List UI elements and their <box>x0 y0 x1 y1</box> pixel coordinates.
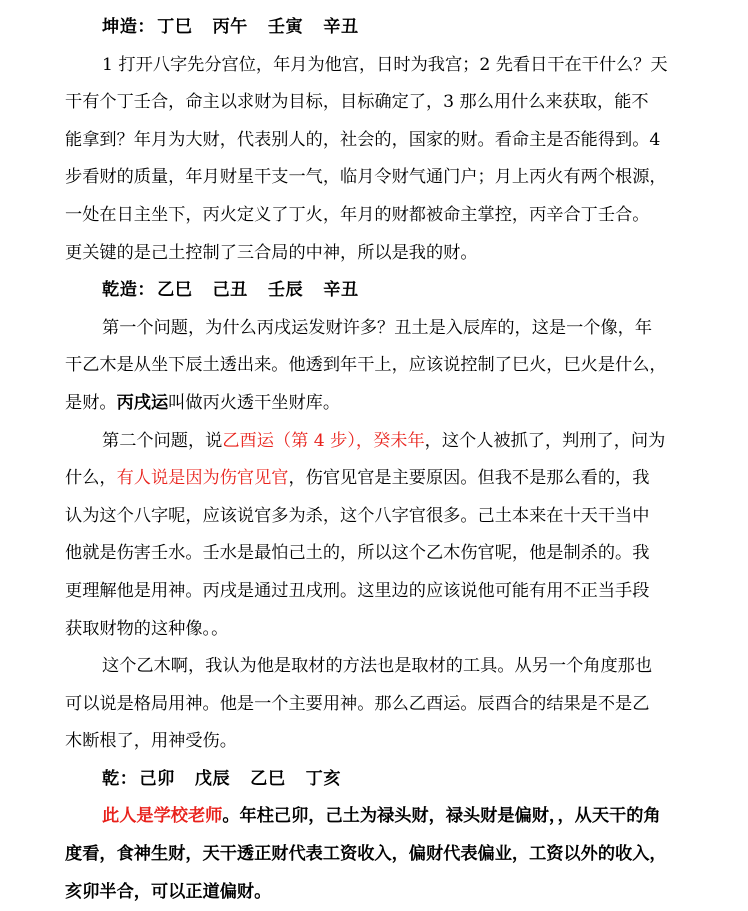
text-run: 什么， <box>65 468 117 489</box>
text-run: 叫做丙火透干坐财库。 <box>168 392 341 413</box>
text-line: 木断根了，用神受伤。 <box>65 731 237 752</box>
text-run: 。年柱己卯，己土为禄头财，禄头财是偏财，，从天干的角 <box>222 806 661 827</box>
text-line: 一处在日主坐下，丙火定义了丁火，年月的财都被命主掌控，丙辛合丁壬合。 <box>65 204 650 225</box>
pillar-hour: 辛丑 <box>323 280 359 301</box>
pillar-day: 乙巳 <box>250 768 286 789</box>
text-line: 第一个问题，为什么丙戌运发财许多？丑土是入辰库的，这是一个像，年 <box>102 317 653 338</box>
text-line: 认为这个八字呢，应该说官多为杀，这个八字官很多。己土本来在十天干当中 <box>65 505 650 526</box>
pillar-month: 己丑 <box>212 280 248 301</box>
pillar-hour: 辛丑 <box>323 17 359 37</box>
paragraph-5 <box>65 798 712 911</box>
pillar-month: 丙午 <box>212 17 248 37</box>
text-line: 干乙木是从坐下辰土透出来。他透到年干上，应该说控制了巳火，巳火是什么， <box>65 355 667 376</box>
chart-label: 坤造： <box>102 17 156 37</box>
paragraph-1 <box>65 47 712 273</box>
pillar-hour: 丁亥 <box>305 768 341 789</box>
bazi-chart-kun <box>65 9 712 47</box>
text-line: 干有个丁壬合，命主以求财为目标，目标确定了，3 那么用什么来获取，能不 <box>65 92 649 113</box>
bazi-chart-qian-2 <box>65 761 712 799</box>
text-line: 1 打开八字先分宫位，年月为他宫，日时为我宫；2 先看日干在干什么？天 <box>102 54 668 75</box>
pillar-day: 壬寅 <box>267 17 304 37</box>
pillar-year: 己卯 <box>139 768 175 789</box>
highlight-text: 有人说是因为伤官见官 <box>116 468 289 489</box>
text-line: 度看，食神生财，天干透正财代表工资收入，偏财代表偏业，工资以外的收入， <box>65 844 667 865</box>
pillar-year: 乙巳 <box>157 280 193 301</box>
pillar-month: 戊辰 <box>194 768 231 789</box>
text-line <box>65 423 712 461</box>
highlight-text: 此人是学校老师 <box>102 806 223 827</box>
text-line <box>65 798 712 836</box>
text-run: ，伤官见官是主要原因。但我不是那么看的，我 <box>288 468 650 489</box>
text-line <box>65 385 712 423</box>
text-line: 可以说是格局用神。他是一个主要用神。那么乙酉运。辰酉合的结果是不是乙 <box>65 693 650 714</box>
text-line: 更理解他是用神。丙戌是通过丑戌刑。这里边的应该说他可能有用不正当手段 <box>65 580 650 601</box>
text-line: 能拿到？年月为大财，代表别人的，社会的，国家的财。看命主是否能得到。4 <box>65 129 661 150</box>
pillar-day: 壬辰 <box>267 280 304 301</box>
text-run: ，这个人被抓了，判刑了，问为 <box>424 430 666 451</box>
text-line: 这个乙木啊，我认为他是取材的方法也是取材的工具。从另一个角度那也 <box>102 656 653 677</box>
bold-term: 丙戌运 <box>116 392 169 413</box>
paragraph-2 <box>65 310 712 423</box>
text-line: 获取财物的这种像。。 <box>65 618 229 639</box>
bazi-chart-qian <box>65 272 712 310</box>
chart-label: 乾： <box>102 768 138 789</box>
chart-label: 乾造： <box>102 280 156 301</box>
text-run: 是财。 <box>65 392 117 413</box>
text-line <box>65 460 712 498</box>
text-line: 亥卯半合，可以正道偏财。 <box>65 881 272 902</box>
text-line: 更关键的是己土控制了三合局的中神，所以是我的财。 <box>65 242 478 263</box>
text-run: 第二个问题，说 <box>102 430 223 451</box>
pillar-year: 丁巳 <box>157 17 193 37</box>
text-line: 他就是伤害壬水。壬水是最怕己土的，所以这个乙木伤官呢，他是制杀的。我 <box>65 543 650 564</box>
paragraph-3 <box>65 423 712 649</box>
paragraph-4 <box>65 648 712 761</box>
text-line: 步看财的质量，年月财星干支一气，临月令财气通门户；月上丙火有两个根源， <box>65 167 667 188</box>
highlight-text: 乙酉运（第 4 步），癸未年 <box>222 430 425 451</box>
